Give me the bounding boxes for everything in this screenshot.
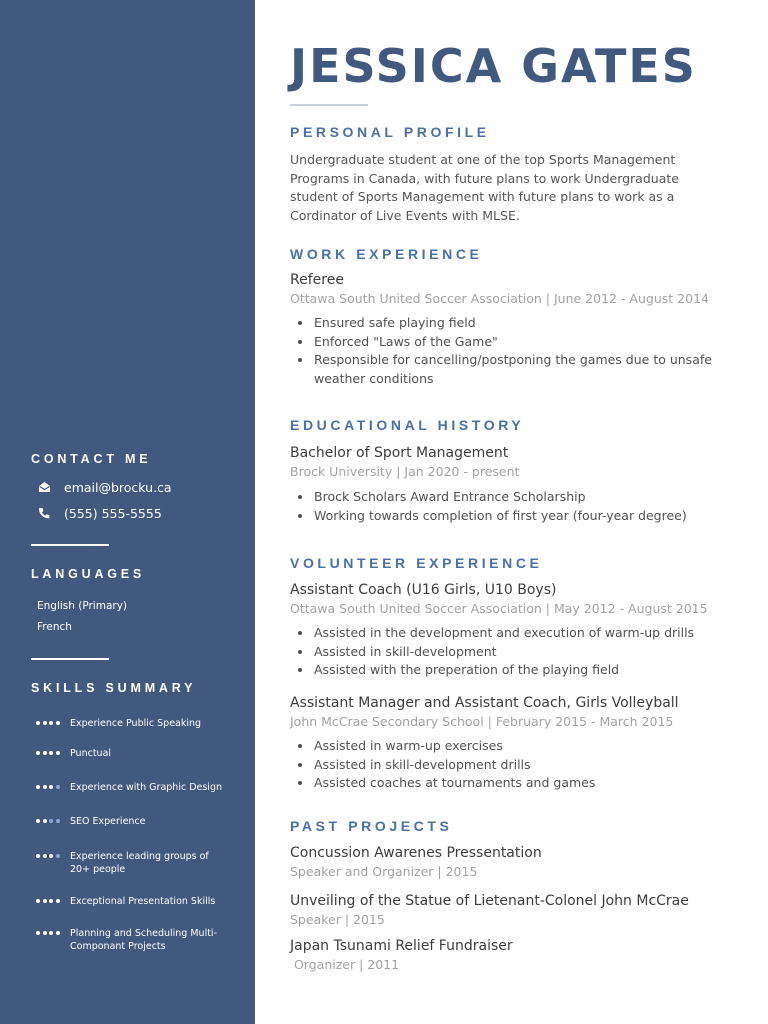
skill-item [36,717,230,730]
skill-dot [43,854,47,858]
list-item: Enforced "Laws of the Game" [308,333,728,352]
volunteer-role-meta: John McCrae Secondary School | February 2015 - March 2015 [290,714,674,729]
contact-heading: CONTACT ME [31,452,152,466]
languages-divider [31,658,109,660]
phone-icon [37,506,51,520]
work-heading: WORK EXPERIENCE [290,246,483,262]
skill-dot [49,854,53,858]
skill-dot [36,854,40,858]
skill-dot [43,785,47,789]
list-item: Assisted in the development and execution of warm-up drills [308,624,748,643]
skill-level-dots [36,751,66,755]
skill-dot [36,931,40,935]
languages-heading: LANGUAGES [31,567,146,581]
skills-heading: SKILLS SUMMARY [31,681,197,695]
skill-dot [43,751,47,755]
skill-dot [49,931,53,935]
skill-dot [43,819,47,823]
volunteer-heading: VOLUNTEER EXPERIENCE [290,555,543,571]
skill-dot [49,751,53,755]
project-meta: Speaker and Organizer | 2015 [290,864,478,879]
skill-label: SEO Experience [70,816,146,827]
skill-dot [56,751,60,755]
work-title: Referee [290,272,344,288]
skill-dot [43,899,47,903]
skill-dot [49,819,53,823]
language-item: English (Primary) [37,600,128,612]
skill-dot [56,899,60,903]
volunteer-role-meta: Ottawa South United Soccer Association | May 2012 - August 2015 [290,601,708,616]
name-divider [290,104,368,106]
skill-dot [36,785,40,789]
list-item: Brock Scholars Award Entrance Scholarship [308,488,748,507]
project-title: Concussion Awarenes Pressentation [290,845,542,861]
education-title: Bachelor of Sport Management [290,445,509,461]
skill-label: Punctual [70,748,112,759]
skill-item [36,850,230,876]
phone-text: (555) 555-5555 [64,505,162,521]
skill-item [36,815,230,828]
skill-dot [36,721,40,725]
work-bullets [290,314,728,388]
projects-heading: PAST PROJECTS [290,818,453,834]
volunteer-role-bullets [290,624,748,680]
skill-dot [36,899,40,903]
candidate-name: JESSICA GATES [290,39,697,93]
skill-item [36,747,230,760]
contact-email [37,479,172,495]
volunteer-role-title: Assistant Coach (U16 Girls, U10 Boys) [290,582,557,598]
profile-heading: PERSONAL PROFILE [290,124,490,140]
skill-dot [49,721,53,725]
skill-dot [36,819,40,823]
skill-label: Exceptional Presentation Skills [70,896,216,907]
list-item: Assisted coaches at tournaments and games [308,774,748,793]
skill-dot [43,721,47,725]
project-title: Unveiling of the Statue of Lietenant-Colonel John McCrae [290,893,689,909]
profile-text: Undergraduate student at one of the top Sports Management Programs in Canada, with future plans to work Undergraduate student of Sports Management with future plans to work as a Cordinator of Live Events with MLSE. [290,152,679,223]
sidebar [0,0,255,1024]
list-item: Assisted in skill-development drills [308,756,748,775]
skill-dot [56,931,60,935]
education-meta: Brock University | Jan 2020 - present [290,464,520,479]
project-title: Japan Tsunami Relief Fundraiser [290,938,513,954]
skill-dot [56,819,60,823]
list-item: Responsible for cancelling/postponing the games due to unsafe weather conditions [308,351,728,388]
skill-dot [56,721,60,725]
project-meta: Speaker | 2015 [290,912,385,927]
work-meta: Ottawa South United Soccer Association | June 2012 - August 2014 [290,291,709,306]
skill-label: Planning and Scheduling Multi-Componant Projects [70,928,218,952]
contact-divider [31,544,109,546]
education-bullets [290,488,748,525]
skill-dot [49,785,53,789]
contact-phone [37,505,162,521]
skill-label: Experience leading groups of 20+ people [70,851,209,875]
list-item: Ensured safe playing field [308,314,728,333]
skill-label: Experience Public Speaking [70,718,202,729]
skill-level-dots [36,819,66,823]
skill-level-dots [36,899,66,903]
education-heading: EDUCATIONAL HISTORY [290,417,525,433]
skill-level-dots [36,854,66,858]
list-item: Assisted in warm-up exercises [308,737,748,756]
volunteer-role-bullets [290,737,748,793]
skill-dot [36,751,40,755]
project-meta: Organizer | 2011 [290,957,400,972]
envelope-icon [37,480,51,494]
skill-item [36,895,230,908]
skill-item [36,927,230,953]
skill-item [36,781,230,794]
skill-level-dots [36,785,66,789]
list-item: Assisted with the preperation of the playing field [308,661,748,680]
email-text: email@brocku.ca [64,479,172,495]
list-item: Assisted in skill-development [308,643,748,662]
skill-dot [56,785,60,789]
volunteer-role-title: Assistant Manager and Assistant Coach, Girls Volleyball [290,695,679,711]
skill-level-dots [36,931,66,935]
language-item: French [37,621,72,633]
skill-label: Experience with Graphic Design [70,782,222,793]
list-item: Working towards completion of first year (four-year degree) [308,507,748,526]
skill-dot [43,931,47,935]
skill-dot [56,854,60,858]
skill-level-dots [36,721,66,725]
skill-dot [49,899,53,903]
